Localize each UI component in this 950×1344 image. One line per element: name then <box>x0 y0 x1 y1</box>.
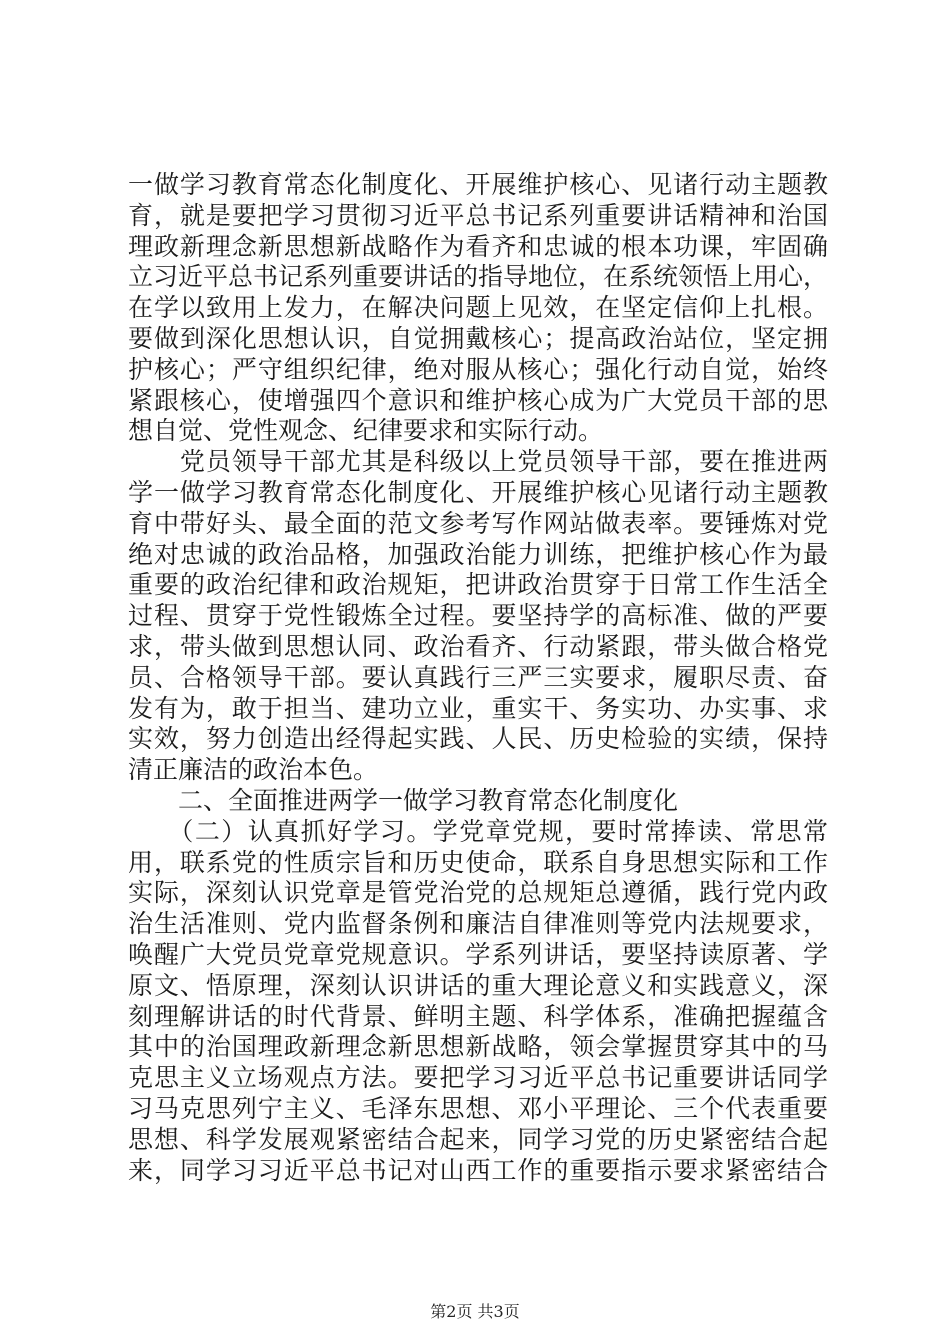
text-line: 育中带好头、最全面的范文参考写作网站做表率。要锤炼对党 <box>128 508 828 538</box>
text-line: 实际，深刻认识党章是管党治党的总规矩总遵循，践行党内政 <box>128 878 828 908</box>
page-number-footer: 第2页 共3页 <box>430 1302 520 1321</box>
paragraph-start-line: （二）认真抓好学习。学党章党规，要时常捧读、常思常 <box>128 816 828 846</box>
text-line: 绝对忠诚的政治品格，加强政治能力训练，把维护核心作为最 <box>128 539 828 569</box>
text-line: 克思主义立场观点方法。要把学习习近平总书记重要讲话同学 <box>128 1063 828 1093</box>
text-line: 用，联系党的性质宗旨和历史使命，联系自身思想实际和工作 <box>128 847 828 877</box>
text-line: 思想、科学发展观紧密结合起来，同学习党的历史紧密结合起 <box>128 1124 828 1154</box>
document-body <box>128 170 828 1186</box>
text-line: 一做学习教育常态化制度化、开展维护核心、见诸行动主题教 <box>128 170 828 199</box>
text-line: 育，就是要把学习贯彻习近平总书记系列重要讲话精神和治国 <box>128 200 828 230</box>
text-line: 想自觉、党性观念、纪律要求和实际行动。 <box>128 416 604 446</box>
text-line: 清正廉洁的政治本色。 <box>128 755 379 785</box>
text-line: 员、合格领导干部。要认真践行三严三实要求，履职尽责、奋 <box>128 662 828 692</box>
text-line: 治生活准则、党内监督条例和廉洁自律准则等党内法规要求， <box>128 909 828 939</box>
text-line: 在学以致用上发力，在解决问题上见效，在坚定信仰上扎根。 <box>128 293 828 323</box>
text-line: 理政新理念新思想新战略作为看齐和忠诚的根本功课，牢固确 <box>128 231 828 261</box>
text-line: 过程、贯穿于党性锻炼全过程。要坚持学的高标准、做的严要 <box>128 601 828 631</box>
text-line: 原文、悟原理，深刻认识讲话的重大理论意义和实践意义，深 <box>128 970 828 1000</box>
text-line: 护核心；严守组织纪律，绝对服从核心；强化行动自觉，始终 <box>128 354 828 384</box>
text-line: 实效，努力创造出经得起实践、人民、历史检验的实绩，保持 <box>128 724 828 754</box>
text-line: 刻理解讲话的时代背景、鲜明主题、科学体系，准确把握蕴含 <box>128 1001 828 1031</box>
text-line: 唤醒广大党员党章党规意识。学系列讲话，要坚持读原著、学 <box>128 939 828 969</box>
section-heading: 二、全面推进两学一做学习教育常态化制度化 <box>128 785 679 815</box>
paragraph-start-line: 党员领导干部尤其是科级以上党员领导干部，要在推进两 <box>128 447 828 477</box>
text-line: 求，带头做到思想认同、政治看齐、行动紧跟，带头做合格党 <box>128 631 828 661</box>
text-line: 紧跟核心，使增强四个意识和维护核心成为广大党员干部的思 <box>128 385 828 415</box>
text-line: 要做到深化思想认识，自觉拥戴核心；提高政治站位，坚定拥 <box>128 323 828 353</box>
text-line: 学一做学习教育常态化制度化、开展维护核心见诸行动主题教 <box>128 477 828 507</box>
text-line: 重要的政治纪律和政治规矩，把讲政治贯穿于日常工作生活全 <box>128 570 828 600</box>
text-line: 发有为，敢于担当、建功立业，重实干、务实功、办实事、求 <box>128 693 828 723</box>
text-line: 立习近平总书记系列重要讲话的指导地位，在系统领悟上用心， <box>128 262 829 292</box>
text-line: 来，同学习习近平总书记对山西工作的重要指示要求紧密结合 <box>128 1155 828 1185</box>
text-line: 其中的治国理政新理念新思想新战略，领会掌握贯穿其中的马 <box>128 1032 828 1062</box>
text-line: 习马克思列宁主义、毛泽东思想、邓小平理论、三个代表重要 <box>128 1093 828 1123</box>
